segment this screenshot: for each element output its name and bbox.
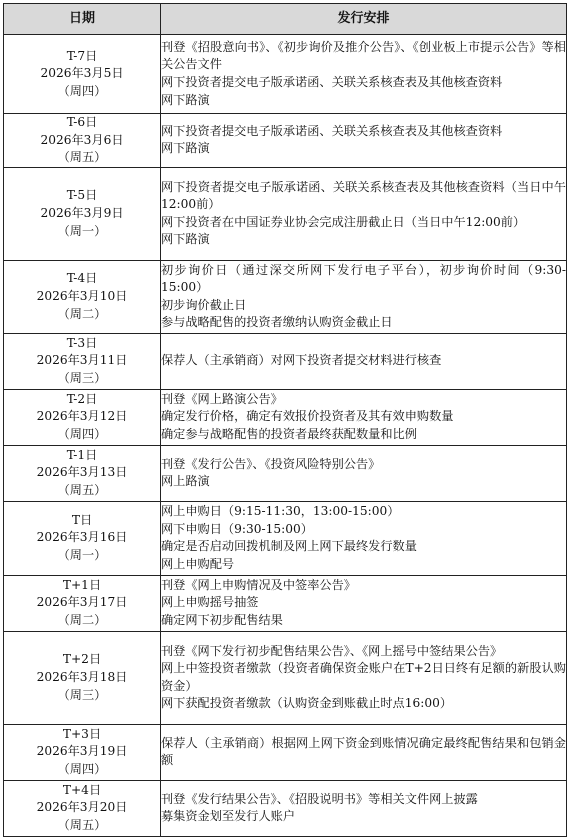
weekday-label: （周三） bbox=[57, 371, 107, 386]
plan-cell bbox=[161, 501, 567, 575]
weekday-label: （周二） bbox=[57, 306, 107, 321]
table-row bbox=[4, 167, 567, 260]
plan-item: 刊登《网上申购情况及中签率公告》 bbox=[161, 577, 356, 592]
plan-item: 保荐人（主承销商）根据网上网下资金到账情况确定最终配售结果和包销金额 bbox=[161, 735, 566, 768]
date-cell bbox=[4, 631, 161, 724]
plan-item: 刊登《招股意向书》、《初步询价及推介公告》、《创业板上市提示公告》等相关公告文件 bbox=[161, 39, 566, 72]
date-cell bbox=[4, 575, 161, 631]
table-row bbox=[4, 575, 567, 631]
plan-item: 网上申购摇号抽签 bbox=[161, 595, 259, 610]
day-label: T+4日 bbox=[62, 782, 102, 797]
table-row bbox=[4, 780, 567, 836]
weekday-label: （周四） bbox=[57, 427, 107, 442]
table-row bbox=[4, 631, 567, 724]
date-cell bbox=[4, 333, 161, 389]
table-row bbox=[4, 35, 567, 114]
table-row bbox=[4, 260, 567, 333]
table-row bbox=[4, 724, 567, 780]
plan-item: 刊登《网下发行初步配售结果公告》、《网上摇号中签结果公告》 bbox=[161, 643, 503, 658]
plan-item: 网下投资者提交电子版承诺函、关联关系核查表及其他核查资料 bbox=[161, 123, 503, 138]
day-label: T日 bbox=[71, 512, 93, 527]
plan-item: 网下路演 bbox=[161, 232, 210, 247]
plan-item: 初步询价截止日 bbox=[161, 297, 247, 312]
date-cell bbox=[4, 260, 161, 333]
day-label: T-7日 bbox=[66, 48, 98, 63]
plan-item: 网上路演 bbox=[161, 474, 210, 489]
plan-column-header: 发行安排 bbox=[161, 4, 567, 35]
calendar-date: 2026年3月5日 bbox=[40, 66, 124, 81]
plan-cell bbox=[161, 724, 567, 780]
day-label: T+1日 bbox=[62, 577, 102, 592]
weekday-label: （周五） bbox=[57, 818, 107, 833]
day-label: T+3日 bbox=[62, 726, 102, 741]
table-row bbox=[4, 445, 567, 501]
date-cell bbox=[4, 35, 161, 114]
plan-item: 参与战略配售的投资者缴纳认购资金截止日 bbox=[161, 315, 393, 330]
plan-item: 网下申购日（9:30-15:00） bbox=[161, 521, 313, 536]
day-label: T-3日 bbox=[66, 335, 98, 350]
plan-item: 网下路演 bbox=[161, 92, 210, 107]
date-cell bbox=[4, 501, 161, 575]
weekday-label: （周三） bbox=[57, 687, 107, 702]
plan-item: 网上中签投资者缴款（投资者确保资金账户在T+2日日终有足额的新股认购资金） bbox=[161, 661, 566, 693]
weekday-label: （周四） bbox=[57, 83, 107, 98]
plan-item: 保荐人（主承销商）对网下投资者提交材料进行核查 bbox=[161, 353, 442, 368]
plan-cell bbox=[161, 575, 567, 631]
plan-cell bbox=[161, 389, 567, 445]
plan-item: 网下路演 bbox=[161, 141, 210, 156]
plan-item: 刊登《网上路演公告》 bbox=[161, 391, 283, 406]
day-label: T-4日 bbox=[66, 271, 98, 286]
plan-item: 确定参与战略配售的投资者最终获配数量和比例 bbox=[161, 427, 417, 442]
plan-item: 网上申购配号 bbox=[161, 556, 235, 571]
date-cell bbox=[4, 389, 161, 445]
date-cell bbox=[4, 167, 161, 260]
date-cell bbox=[4, 780, 161, 836]
plan-cell bbox=[161, 333, 567, 389]
day-label: T-6日 bbox=[66, 115, 98, 129]
plan-cell bbox=[161, 114, 567, 168]
plan-item: 网下投资者提交电子版承诺函、关联关系核查表及其他核查资料 bbox=[161, 75, 503, 89]
plan-item: 确定是否启动回拨机制及网上网下最终发行数量 bbox=[161, 539, 417, 554]
table-row bbox=[4, 333, 567, 389]
weekday-label: （周一） bbox=[57, 548, 107, 563]
weekday-label: （周二） bbox=[57, 613, 107, 628]
weekday-label: （周四） bbox=[57, 762, 107, 777]
issuance-schedule-table bbox=[3, 3, 567, 837]
day-label: T-2日 bbox=[66, 391, 98, 406]
date-cell bbox=[4, 445, 161, 501]
plan-item: 网下获配投资者缴款（认购资金到账截止时点16:00） bbox=[161, 696, 453, 711]
calendar-date: 2026年3月9日 bbox=[40, 205, 124, 220]
weekday-label: （周一） bbox=[57, 223, 107, 238]
plan-cell bbox=[161, 631, 567, 724]
calendar-date: 2026年3月11日 bbox=[36, 353, 128, 368]
plan-item: 确定网下初步配售结果 bbox=[161, 613, 283, 628]
calendar-date: 2026年3月19日 bbox=[36, 744, 128, 759]
weekday-label: （周五） bbox=[57, 483, 107, 498]
plan-item: 网下投资者提交电子版承诺函、关联关系核查表及其他核查资料（当日中午12:00前） bbox=[161, 179, 566, 212]
day-label: T+2日 bbox=[62, 652, 102, 667]
plan-cell bbox=[161, 260, 567, 333]
table-row bbox=[4, 389, 567, 445]
calendar-date: 2026年3月6日 bbox=[40, 132, 124, 147]
plan-item: 网下投资者在中国证券业协会完成注册截止日（当日中午12:00前） bbox=[161, 214, 526, 229]
calendar-date: 2026年3月10日 bbox=[36, 288, 128, 303]
schedule-body bbox=[4, 35, 567, 837]
plan-cell bbox=[161, 780, 567, 836]
calendar-date: 2026年3月16日 bbox=[36, 530, 128, 545]
plan-cell bbox=[161, 445, 567, 501]
plan-cell bbox=[161, 167, 567, 260]
plan-item: 刊登《发行结果公告》、《招股说明书》等相关文件网上披露 bbox=[161, 791, 478, 806]
table-header-row bbox=[4, 4, 567, 35]
day-label: T-1日 bbox=[66, 447, 98, 462]
table-row bbox=[4, 114, 567, 168]
calendar-date: 2026年3月17日 bbox=[36, 595, 128, 610]
plan-item: 刊登《发行公告》、《投资风险特别公告》 bbox=[161, 456, 381, 471]
plan-item: 网上申购日（9:15-11:30，13:00-15:00） bbox=[161, 504, 400, 519]
date-cell bbox=[4, 114, 161, 168]
calendar-date: 2026年3月20日 bbox=[36, 800, 128, 815]
table-row bbox=[4, 501, 567, 575]
plan-item: 募集资金划至发行人账户 bbox=[161, 809, 296, 824]
day-label: T-5日 bbox=[66, 188, 98, 203]
calendar-date: 2026年3月12日 bbox=[36, 409, 128, 424]
plan-cell bbox=[161, 35, 567, 114]
plan-item: 初步询价日（通过深交所网下发行电子平台），初步询价时间（9:30-15:00） bbox=[161, 262, 566, 295]
date-column-header: 日期 bbox=[4, 4, 161, 35]
date-cell bbox=[4, 724, 161, 780]
plan-item: 确定发行价格，确定有效报价投资者及其有效申购数量 bbox=[161, 409, 454, 424]
calendar-date: 2026年3月18日 bbox=[36, 669, 128, 684]
weekday-label: （周五） bbox=[57, 150, 107, 165]
calendar-date: 2026年3月13日 bbox=[36, 465, 128, 480]
